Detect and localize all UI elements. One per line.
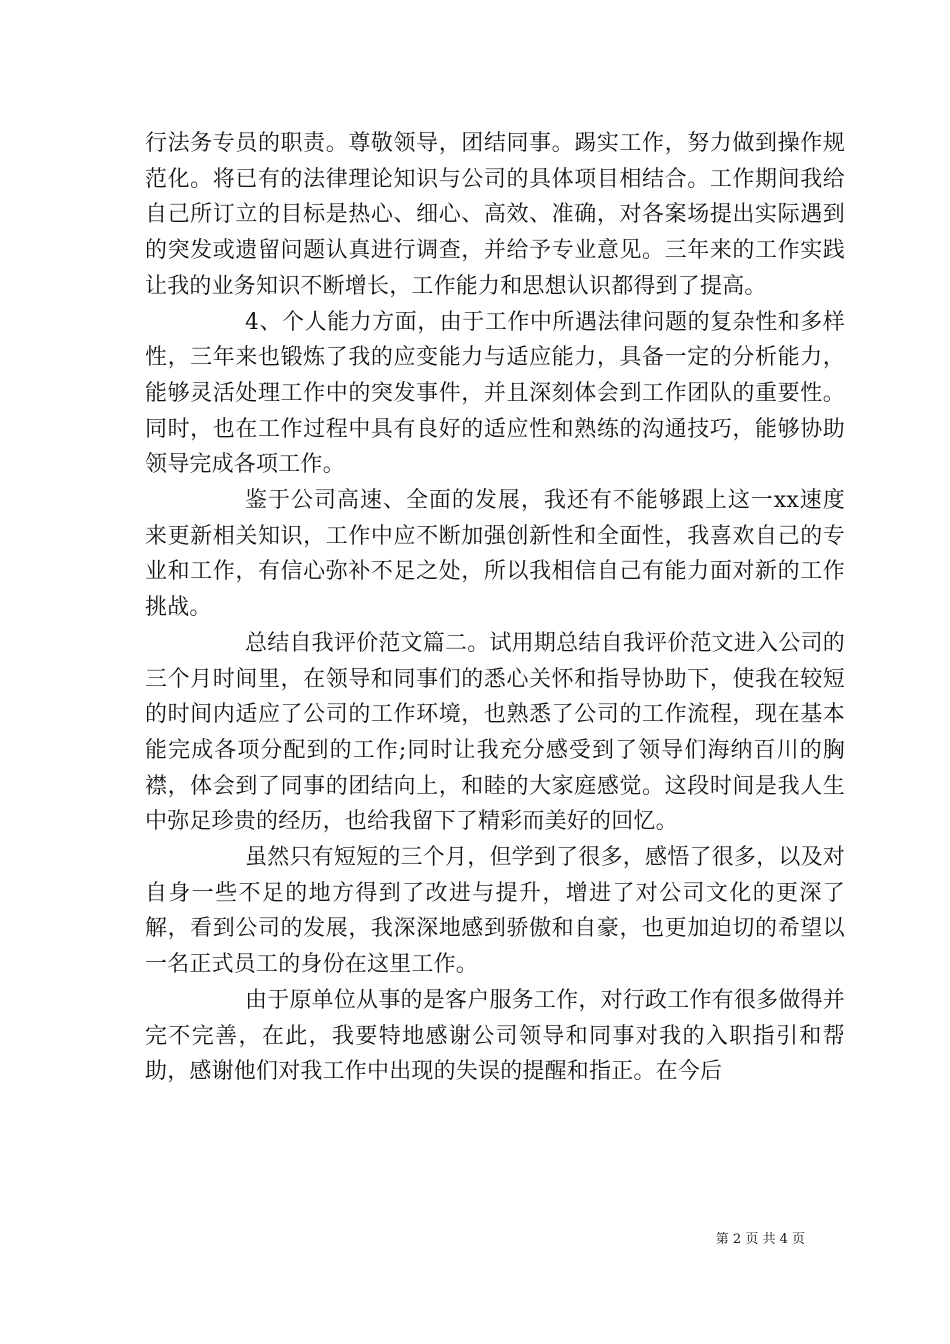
- paragraph-5: 虽然只有短短的三个月，但学到了很多，感悟了很多，以及对自身一些不足的地方得到了改进与提升，增进了对公司文化的更深了解，看到公司的发展，我深深地感到骄傲和自豪，也更加迫切的希望以一名正式员工的身份在这里工作。: [145, 845, 845, 978]
- page-number-footer: 第 2 页 共 4 页: [715, 1232, 805, 1247]
- document-body: [145, 126, 845, 1090]
- paragraph-3: 鉴于公司高速、全面的发展，我还有不能够跟上这一xx速度来更新相关知识，工作中应不断加强创新性和全面性，我喜欢自己的专业和工作，有信心弥补不足之处，所以我相信自己有能力面对新的工作挑战。: [145, 488, 845, 621]
- paragraph-6: 由于原单位从事的是客户服务工作，对行政工作有很多做得并完不完善，在此，我要特地感谢公司领导和同事对我的入职指引和帮助，感谢他们对我工作中出现的失误的提醒和指正。在今后: [145, 987, 845, 1085]
- paragraph-2: 4、个人能力方面，由于工作中所遇法律问题的复杂性和多样性，三年来也锻炼了我的应变能力与适应能力，具备一定的分析能力，能够灵活处理工作中的突发事件，并且深刻体会到工作团队的重要性。同时，也在工作过程中具有良好的适应性和熟练的沟通技巧，能够协助领导完成各项工作。: [145, 309, 845, 478]
- paragraph-4: 总结自我评价范文篇二。试用期总结自我评价范文进入公司的三个月时间里，在领导和同事们的悉心关怀和指导协助下，使我在较短的时间内适应了公司的工作环境，也熟悉了公司的工作流程，现在基本能完成各项分配到的工作;同时让我充分感受到了领导们海纳百川的胸襟，体会到了同事的团结向上，和睦的大家庭感觉。这段时间是我人生中弥足珍贵的经历，也给我留下了精彩而美好的回忆。: [145, 630, 845, 835]
- paragraph-1: 行法务专员的职责。尊敬领导，团结同事。踢实工作，努力做到操作规范化。将已有的法律理论知识与公司的具体项目相结合。工作期间我给自己所订立的目标是热心、细心、高效、准确，对各案场提出实际遇到的突发或遗留问题认真进行调查，并给予专业意见。三年来的工作实践让我的业务知识不断增长，工作能力和思想认识都得到了提高。: [145, 131, 845, 299]
